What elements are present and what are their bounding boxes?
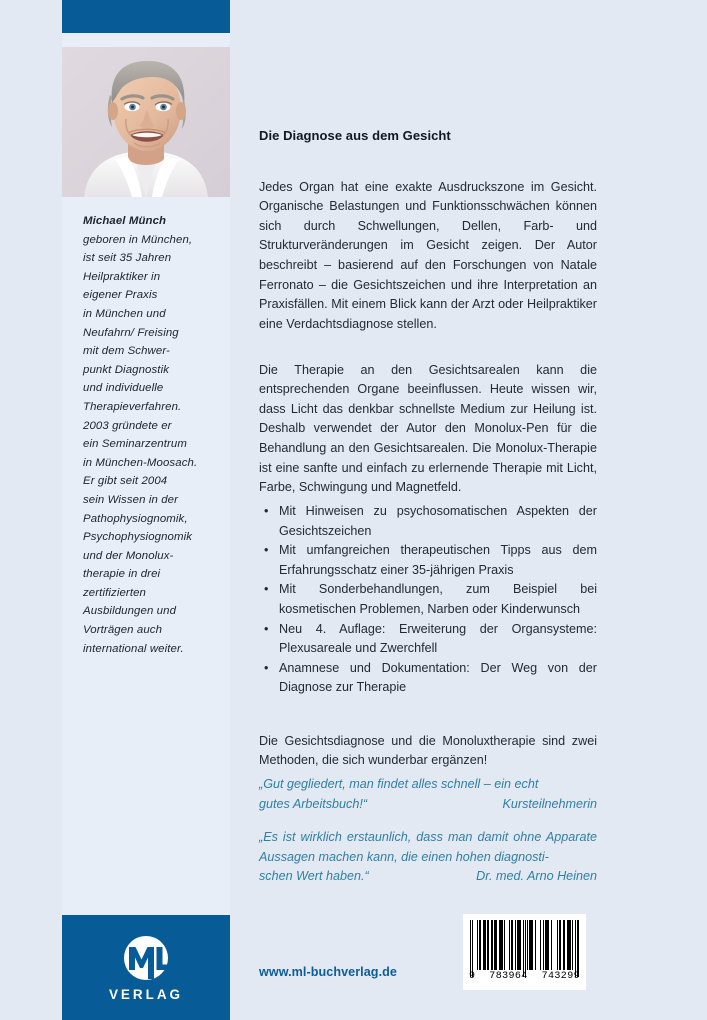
author-bio-line: zertifizierten [83, 586, 146, 599]
testimonial-last-row [259, 795, 597, 815]
author-bio-line: therapie in drei [83, 568, 161, 581]
author-bio-line: eigener Praxis [83, 289, 158, 302]
barcode-bar [577, 920, 578, 977]
author-bio-line: geboren in München, [83, 233, 193, 246]
list-item: • Neu 4. Auflage: Erweiterung der Organsysteme: Plexusareale und Zwerchfell [259, 620, 597, 659]
author-bio [83, 212, 223, 658]
author-bio-line: mit dem Schwer- [83, 345, 170, 358]
testimonial-quote-tail: schen Wert haben.“ [259, 869, 369, 884]
author-bio-line: ein Seminarzentrum [83, 438, 187, 451]
page-title: Die Diagnose aus dem Gesicht [259, 128, 451, 143]
ml-publisher-mark-icon [120, 934, 172, 986]
therapy-paragraph: Die Therapie an den Gesichtsarealen kann die entsprechenden Organe beeinflussen. Heute wissen wir, dass Licht das denkbar schnellste Medium zur Heilung ist. Deshalb verwendet der Autor den Monolux-Pen für die Behandlung an den Gesichtsarealen. Die Monolux-Therapie ist eine sanfte und einfach zu erlernende Therapie mit Licht, Farbe, Schwingung und Magnetfeld. [259, 362, 597, 495]
feature-list [259, 502, 597, 698]
author-bio-line: Neufahrn/ Freising [83, 326, 179, 339]
author-bio-line: Er gibt seit 2004 [83, 475, 168, 488]
testimonial-quote [259, 828, 597, 887]
author-bio-line: Therapieverfahren. [83, 400, 182, 413]
author-bio-line: sein Wissen in der [83, 493, 179, 506]
author-bio-line: und der Monolux- [83, 549, 174, 562]
publisher-logo-block [62, 915, 230, 1020]
isbn-barcode [463, 914, 586, 990]
testimonial-quote [259, 775, 597, 814]
author-name: Michael Münch [83, 215, 167, 227]
barcode-digits [469, 971, 580, 982]
author-bio-line: Psychophysiognomik [83, 531, 193, 544]
barcode-bars [470, 920, 579, 970]
testimonial-attribution: Dr. med. Arno Heinen [476, 869, 597, 884]
isbn-group-2: 743299 [541, 971, 580, 982]
author-portrait-photo [62, 47, 230, 197]
testimonial-quote-tail: gutes Arbeitsbuch!“ [259, 796, 368, 811]
author-bio-line: Pathophysiognomik, [83, 512, 188, 525]
testimonial-attribution: Kursteilnehmerin [502, 796, 597, 811]
author-bio-line: international weiter. [83, 642, 184, 655]
list-item: • Mit Sonderbehandlungen, zum Beispiel bei kosmetischen Problemen, Narben oder Kinderwunsch [259, 580, 597, 619]
author-bio-line: ist seit 35 Jahren [83, 252, 172, 265]
author-bio-line: in München-Moosach. [83, 456, 198, 469]
list-item: • Mit Hinweisen zu psychosomatischen Aspekten der Gesichtszeichen [259, 502, 597, 541]
intro-paragraph: Jedes Organ hat eine exakte Ausdruckszone im Gesicht. Organische Belastungen und Funktionsschwächen können sich durch Schwellungen, Dellen, Farb- und Strukturveränderungen im Gesicht zeigen. Der Autor beschreibt – basierend auf den Forschungen von Natale Ferronato – die Gesichtszeichen und ihre Interpretation an Praxisfällen. Mit einem Blick kann der Arzt oder Heilpraktiker eine Verdachtsdiagnose stellen. [259, 179, 597, 331]
testimonial-last-row [259, 867, 597, 887]
isbn-group-1: 783964 [489, 971, 528, 982]
author-bio-line: Ausbildungen und [83, 605, 177, 618]
publisher-website-link[interactable]: www.ml-buchverlag.de [259, 965, 397, 979]
isbn-lead-digit: 9 [469, 971, 476, 982]
publisher-verlag-label: VERLAG [108, 987, 184, 1002]
testimonial-quote-head: „Gut gegliedert, man findet alles schnell – ein echt [259, 777, 539, 791]
author-bio-line: 2003 gründete er [83, 419, 172, 432]
author-bio-line: punkt Diagnostik [83, 363, 170, 376]
closing-paragraph: Die Gesichtsdiagnose und die Monoluxtherapie sind zwei Methoden, die sich wunderbar ergänzen! [259, 733, 597, 768]
top-blue-bar [62, 0, 230, 33]
list-item: • Mit umfangreichen therapeutischen Tipps aus dem Erfahrungsschatz einer 35-jährigen Praxis [259, 541, 597, 580]
author-bio-line: Heilpraktiker in [83, 270, 161, 283]
author-bio-line: Vorträgen auch [83, 624, 163, 637]
author-bio-line: in München und [83, 307, 166, 320]
author-bio-line: und individuelle [83, 382, 164, 395]
testimonial-quote-head: „Es ist wirklich erstaunlich, dass man damit ohne Apparate Aussagen machen kann, die einen hohen diagnosti- [259, 830, 597, 864]
list-item: • Anamnese und Dokumentation: Der Weg von der Diagnose zur Therapie [259, 659, 597, 698]
